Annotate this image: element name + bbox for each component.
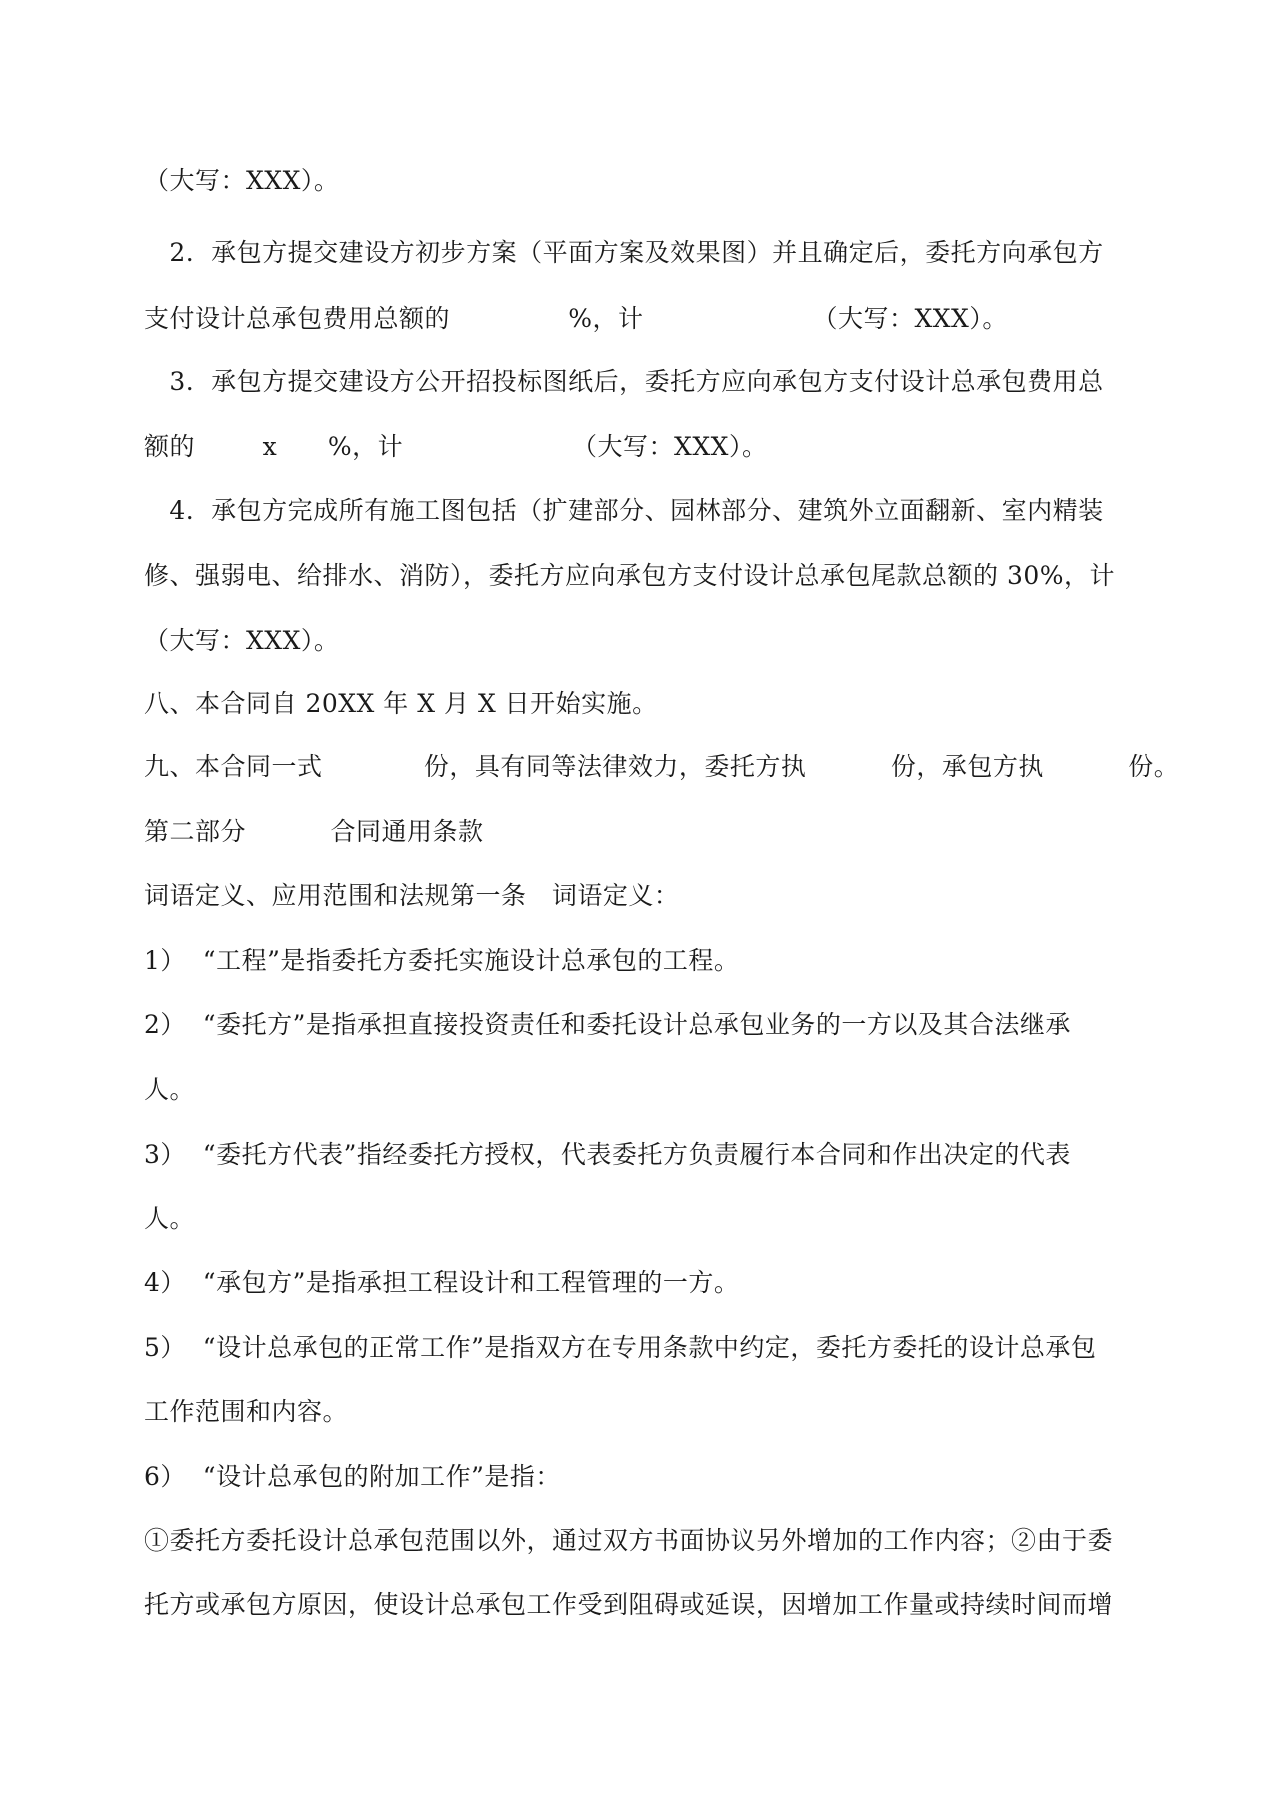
text-line-23: 托方或承包方原因，使设计总承包工作受到阻碍或延误，因增加工作量或持续时间而增: [144, 1590, 1114, 1619]
text-line-12: 词语定义、应用范围和法规第一条 词语定义：: [144, 881, 680, 910]
text-line-13: 1） “工程”是指委托方委托实施设计总承包的工程。: [144, 946, 740, 975]
text-line-2: 2. 承包方提交建设方初步方案（平面方案及效果图）并且确定后，委托方向承包方: [144, 238, 1104, 267]
text-line-22: ①委托方委托设计总承包范围以外，通过双方书面协议另外增加的工作内容；②由于委: [144, 1526, 1114, 1555]
text-line-14: 2） “委托方”是指承担直接投资责任和委托设计总承包业务的一方以及其合法继承: [144, 1010, 1071, 1039]
text-line-7: 修、强弱电、给排水、消防），委托方应向承包方支付设计总承包尾款总额的 30%，计: [144, 561, 1116, 590]
text-line-16: 3） “委托方代表”指经委托方授权，代表委托方负责履行本合同和作出决定的代表: [144, 1140, 1071, 1169]
text-line-3: 支付设计总承包费用总额的 %，计 （大写：XXX）。: [144, 304, 1008, 333]
text-line-18: 4） “承包方”是指承担工程设计和工程管理的一方。: [144, 1268, 740, 1297]
text-line-8: （大写：XXX）。: [144, 626, 340, 655]
text-line-1: （大写：XXX）。: [144, 166, 340, 195]
text-line-4: 3. 承包方提交建设方公开招投标图纸后，委托方应向承包方支付设计总承包费用总: [144, 367, 1104, 396]
text-line-20: 工作范围和内容。: [144, 1397, 349, 1426]
text-line-21: 6） “设计总承包的附加工作”是指：: [144, 1462, 561, 1491]
text-line-10: 九、本合同一式 份，具有同等法律效力，委托方执 份，承包方执 份。: [144, 752, 1180, 781]
text-line-15: 人。: [144, 1075, 196, 1104]
text-line-6: 4. 承包方完成所有施工图包括（扩建部分、园林部分、建筑外立面翻新、室内精装: [144, 496, 1104, 525]
text-line-11: 第二部分 合同通用条款: [144, 817, 484, 846]
text-line-9: 八、本合同自 20XX 年 X 月 X 日开始实施。: [144, 689, 658, 718]
text-line-5: 额的 x %，计 （大写：XXX）。: [144, 432, 768, 461]
text-line-17: 人。: [144, 1204, 196, 1233]
text-line-19: 5） “设计总承包的正常工作”是指双方在专用条款中约定，委托方委托的设计总承包: [144, 1333, 1097, 1362]
